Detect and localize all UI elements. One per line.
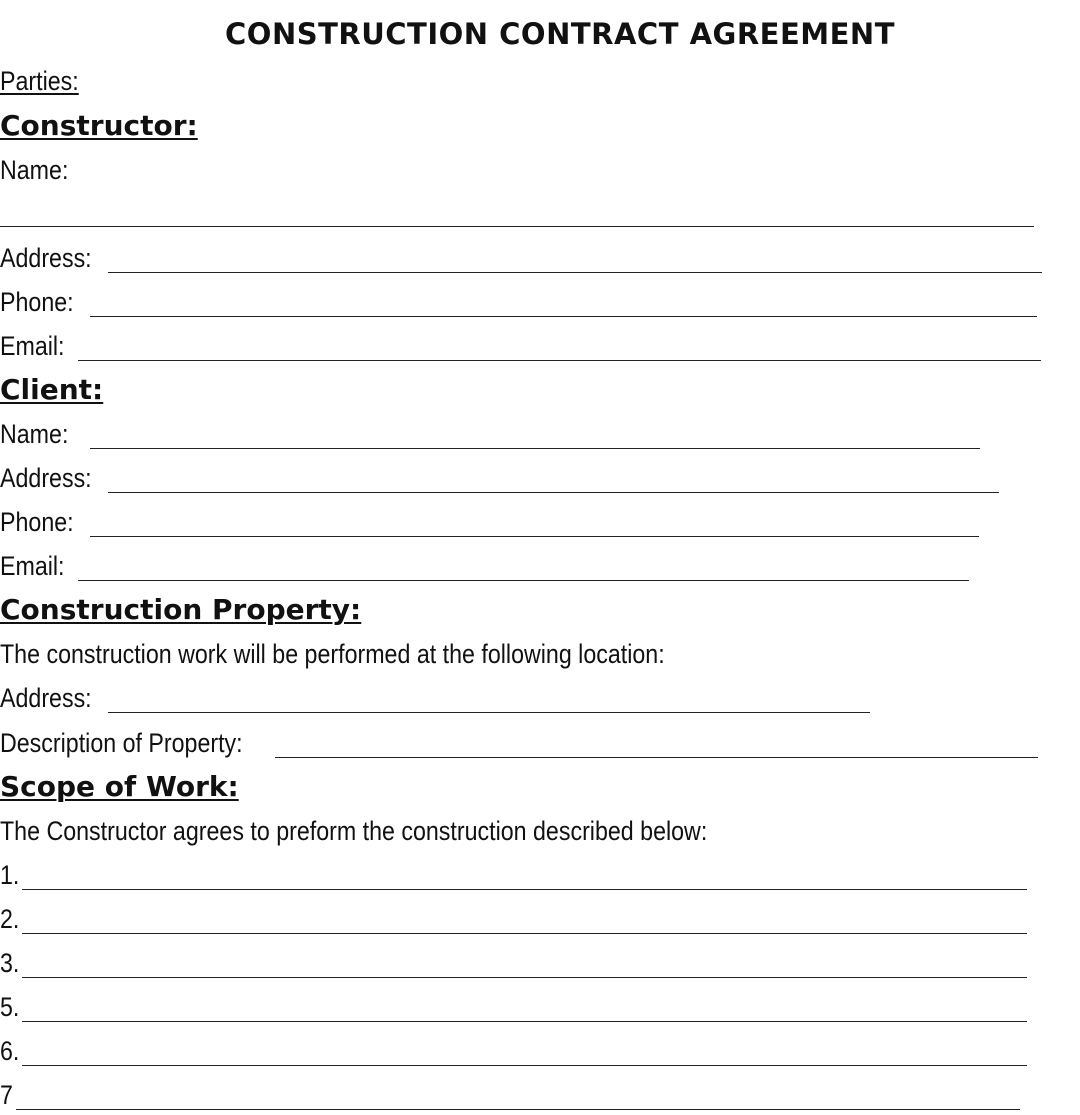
scope-item-field[interactable]	[16, 1109, 1020, 1110]
scope-item-number: 3.	[0, 948, 20, 978]
constructor-address-label: Address:	[0, 243, 92, 273]
scope-item-number: 1.	[0, 860, 20, 890]
scope-item-row	[0, 1077, 1080, 1113]
constructor-email-label: Email:	[0, 331, 65, 361]
scope-heading: Scope of Work:	[0, 770, 239, 803]
client-heading: Client:	[0, 373, 104, 406]
property-description-row	[0, 725, 1080, 761]
scope-item-number: 7	[0, 1080, 13, 1110]
property-heading: Construction Property:	[0, 593, 362, 626]
scope-item-field[interactable]	[22, 1065, 1027, 1066]
property-address-label: Address:	[0, 683, 92, 713]
document-title: CONSTRUCTION CONTRACT AGREEMENT	[225, 17, 895, 51]
scope-item-field[interactable]	[22, 889, 1027, 890]
constructor-name-field[interactable]	[0, 226, 1034, 227]
client-address-row	[0, 460, 1080, 496]
scope-item-field[interactable]	[22, 977, 1027, 978]
scope-item-row	[0, 989, 1080, 1025]
constructor-phone-field[interactable]	[90, 316, 1037, 317]
client-name-row	[0, 416, 1080, 452]
client-phone-field[interactable]	[90, 536, 979, 537]
scope-item-number: 5.	[0, 992, 20, 1022]
property-description-label: Description of Property:	[0, 728, 243, 758]
scope-item-field[interactable]	[22, 1021, 1027, 1022]
client-email-row	[0, 548, 1080, 584]
client-address-field[interactable]	[108, 492, 999, 493]
client-phone-row	[0, 504, 1080, 540]
client-name-label: Name:	[0, 419, 69, 449]
property-address-row	[0, 680, 1080, 716]
constructor-name-label: Name:	[0, 155, 69, 185]
scope-intro: The Constructor agrees to preform the construction described below:	[0, 816, 708, 846]
scope-item-row	[0, 1033, 1080, 1069]
constructor-email-field[interactable]	[78, 360, 1041, 361]
constructor-phone-label: Phone:	[0, 287, 74, 317]
client-email-field[interactable]	[78, 580, 969, 581]
constructor-address-field[interactable]	[108, 272, 1042, 273]
constructor-heading: Constructor:	[0, 109, 198, 142]
scope-item-row	[0, 857, 1080, 893]
client-phone-label: Phone:	[0, 507, 74, 537]
constructor-email-row	[0, 328, 1080, 364]
scope-item-number: 6.	[0, 1036, 20, 1066]
scope-item-field[interactable]	[22, 933, 1027, 934]
client-email-label: Email:	[0, 551, 65, 581]
property-description-field[interactable]	[275, 757, 1038, 758]
scope-item-row	[0, 945, 1080, 981]
scope-item-number: 2.	[0, 904, 20, 934]
client-name-field[interactable]	[90, 448, 980, 449]
constructor-phone-row	[0, 284, 1080, 320]
property-address-field[interactable]	[108, 712, 870, 713]
constructor-address-row	[0, 240, 1080, 276]
parties-label: Parties:	[0, 66, 79, 96]
property-intro: The construction work will be performed at the following location:	[0, 639, 665, 669]
scope-item-row	[0, 901, 1080, 937]
client-address-label: Address:	[0, 463, 92, 493]
